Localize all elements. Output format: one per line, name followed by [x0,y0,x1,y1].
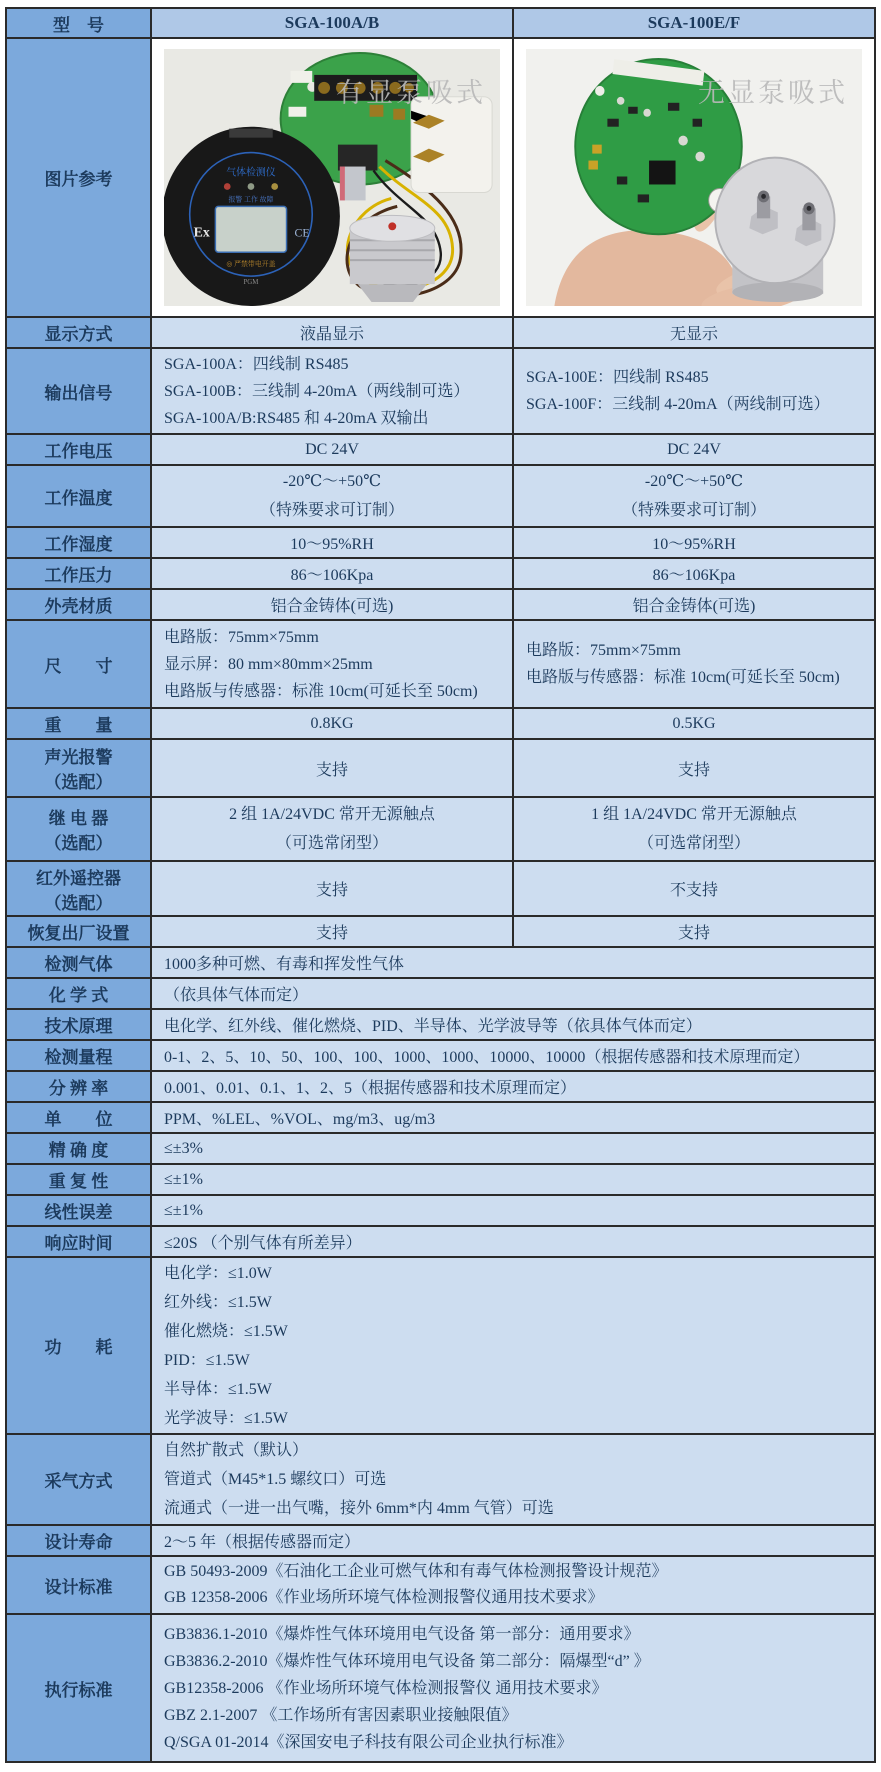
svg-text:◎ 严禁带电开盖: ◎ 严禁带电开盖 [226,260,276,269]
power-line: 催化燃烧：≤1.5W [164,1322,288,1340]
temp-line: （特殊要求可订制） [259,502,404,519]
row-label-display-mode: 显示方式 [6,317,151,348]
row-label-execution-standard: 执行标准 [6,1614,151,1762]
cell-factory-reset-a: 支持 [151,916,513,947]
row-label-chemical-formula: 化 学 式 [6,978,151,1009]
svg-text:Ex: Ex [193,225,210,241]
row-label-detection-range: 检测量程 [6,1040,151,1071]
svg-text:报警 工作 故障: 报警 工作 故障 [228,195,274,204]
row-label-detected-gas: 检测气体 [6,947,151,978]
row-label-design-standard: 设计标准 [6,1556,151,1614]
product-photo-sga100ef [526,49,862,306]
svg-text:PGM: PGM [243,278,259,287]
cell-power-consumption [151,1257,875,1434]
cell-working-voltage-b: DC 24V [513,434,875,465]
cell-response-time: ≤20S （个别气体有所差异） [151,1226,875,1257]
row-label-accuracy: 精 确 度 [6,1133,151,1164]
row-label-relay [6,797,151,861]
cell-audible-alarm-a: 支持 [151,739,513,797]
output-line: SGA-100E：四线制 RS485 [526,369,709,386]
cell-ir-remote-a: 支持 [151,861,513,916]
standard-line: GB3836.1-2010《爆炸性气体环境用电气设备 第一部分：通用要求》 [164,1625,640,1643]
row-label-sampling-method: 采气方式 [6,1434,151,1525]
header-model-a: SGA-100A/B [151,8,513,38]
cell-audible-alarm-b: 支持 [513,739,875,797]
power-line: PID：≤1.5W [164,1351,250,1369]
watermark-pump-no-display: 无显泵吸式 [698,78,848,108]
cell-working-pressure-a: 86～106Kpa [151,558,513,589]
row-label-shell-material: 外壳材质 [6,589,151,620]
cell-execution-standard [151,1614,875,1762]
output-line: SGA-100B：三线制 4-20mA（两线制可选） [164,382,470,400]
cell-working-humidity-b: 10～95%RH [513,527,875,558]
label-line: 声光报警 [44,748,113,767]
cell-dimensions-b [513,620,875,708]
row-label-working-temperature: 工作温度 [6,465,151,527]
product-photo-sga100ab [164,49,500,306]
row-label-working-humidity: 工作湿度 [6,527,151,558]
cell-working-temperature-b [513,465,875,527]
row-label-factory-reset: 恢复出厂设置 [6,916,151,947]
row-label-photo: 图片参考 [6,38,151,317]
standard-line: GB12358-2006 《作业场所环境气体检测报警仪 通用技术要求》 [164,1679,608,1697]
output-line: SGA-100F：三线制 4-20mA（两线制可选） [526,396,830,413]
label-line: （选配） [44,773,113,792]
cell-weight-b: 0.5KG [513,708,875,739]
cell-working-temperature-a [151,465,513,527]
power-line: 光学波导：≤1.5W [164,1409,288,1427]
sampling-line: 管道式（M45*1.5 螺纹口）可选 [164,1471,387,1488]
row-label-linearity-error: 线性误差 [6,1195,151,1226]
standard-line: GB 12358-2006《作业场所环境气体检测报警仪通用技术要求》 [164,1589,604,1606]
row-label-audible-alarm [6,739,151,797]
photo-cell-sga100ef [513,38,875,317]
cell-output-signal-b [513,348,875,434]
dimension-line: 显示屏：80 mm×80mm×25mm [164,655,373,673]
row-label-output-signal: 输出信号 [6,348,151,434]
temp-line: -20℃～+50℃ [644,473,744,490]
row-label-repeatability: 重 复 性 [6,1164,151,1195]
sampling-line: 流通式（一进一出气嘴，接外 6mm*内 4mm 气管）可选 [164,1500,554,1517]
row-label-weight: 重 量 [6,708,151,739]
temp-line: -20℃～+50℃ [282,473,382,490]
relay-line: 2 组 1A/24VDC 常开无源触点 [229,806,435,823]
cell-resolution: 0.001、0.01、0.1、1、2、5（根据传感器和技术原理而定） [151,1071,875,1102]
svg-text:CE: CE [294,225,310,240]
dimension-line: 电路版与传感器：标准 10cm(可延长至 50cm) [526,669,840,686]
label-line: （选配） [44,893,113,913]
cell-unit: PPM、%LEL、%VOL、mg/m3、ug/m3 [151,1102,875,1133]
cell-detected-gas: 1000多种可燃、有毒和挥发性气体 [151,947,875,978]
header-model-b: SGA-100E/F [513,8,875,38]
cell-factory-reset-b: 支持 [513,916,875,947]
row-label-working-pressure: 工作压力 [6,558,151,589]
photo-cell-sga100ab [151,38,513,317]
cell-shell-material-a: 铝合金铸体(可选) [151,589,513,620]
cell-sampling-method [151,1434,875,1525]
cell-detection-range: 0-1、2、5、10、50、100、100、1000、1000、10000、10000（根据传感器和技术原理而定） [151,1040,875,1071]
cell-relay-b [513,797,875,861]
sampling-line: 自然扩散式（默认） [164,1442,309,1459]
label-line: 红外遥控器 [36,868,121,888]
standard-line: Q/SGA 01-2014《深国安电子科技有限公司企业执行标准》 [164,1733,573,1751]
cell-repeatability: ≤±1% [151,1164,875,1195]
row-label-ir-remote [6,861,151,916]
cell-working-voltage-a: DC 24V [151,434,513,465]
standard-line: GBZ 2.1-2007 《工作场所有害因素职业接触限值》 [164,1706,518,1724]
temp-line: （特殊要求可订制） [621,502,766,519]
relay-line: （可选常闭型） [637,835,750,852]
cell-display-mode-b: 无显示 [513,317,875,348]
standard-line: GB 50493-2009《石油化工企业可燃气体和有毒气体检测报警设计规范》 [164,1563,668,1580]
label-line: （选配） [44,834,113,853]
watermark-pump-with-display: 有显泵吸式 [336,78,486,108]
relay-line: （可选常闭型） [275,835,388,852]
cell-working-pressure-b: 86～106Kpa [513,558,875,589]
cell-design-life: 2～5 年（根据传感器而定） [151,1525,875,1556]
relay-line: 1 组 1A/24VDC 常开无源触点 [591,806,797,823]
row-label-power-consumption: 功 耗 [6,1257,151,1434]
cell-technical-principle: 电化学、红外线、催化燃烧、PID、半导体、光学波导等（依具体气体而定） [151,1009,875,1040]
output-line: SGA-100A/B:RS485 和 4-20mA 双输出 [164,409,429,427]
cell-relay-a [151,797,513,861]
cell-ir-remote-b: 不支持 [513,861,875,916]
power-line: 电化学：≤1.0W [164,1264,272,1282]
cell-display-mode-a: 液晶显示 [151,317,513,348]
row-label-dimensions: 尺 寸 [6,620,151,708]
spec-table [5,7,876,1763]
svg-text:气体检测仪: 气体检测仪 [226,167,276,179]
output-line: SGA-100A：四线制 RS485 [164,355,349,373]
dimension-line: 电路版：75mm×75mm [526,642,681,659]
cell-working-humidity-a: 10～95%RH [151,527,513,558]
label-line: 继 电 器 [48,809,109,828]
power-line: 半导体：≤1.5W [164,1380,272,1398]
row-label-technical-principle: 技术原理 [6,1009,151,1040]
cell-chemical-formula: （依具体气体而定） [151,978,875,1009]
cell-dimensions-a [151,620,513,708]
row-label-design-life: 设计寿命 [6,1525,151,1556]
cell-accuracy: ≤±3% [151,1133,875,1164]
dimension-line: 电路版与传感器：标准 10cm(可延长至 50cm) [164,682,478,700]
row-label-resolution: 分 辨 率 [6,1071,151,1102]
cell-output-signal-a [151,348,513,434]
cell-weight-a: 0.8KG [151,708,513,739]
cell-shell-material-b: 铝合金铸体(可选) [513,589,875,620]
row-label-response-time: 响应时间 [6,1226,151,1257]
cell-linearity-error: ≤±1% [151,1195,875,1226]
row-label-unit: 单 位 [6,1102,151,1133]
cell-design-standard [151,1556,875,1614]
row-label-working-voltage: 工作电压 [6,434,151,465]
power-line: 红外线：≤1.5W [164,1293,272,1311]
dimension-line: 电路版：75mm×75mm [164,628,319,646]
header-model-label: 型 号 [6,8,151,38]
standard-line: GB3836.2-2010《爆炸性气体环境用电气设备 第二部分：隔爆型“d” 》 [164,1652,650,1670]
